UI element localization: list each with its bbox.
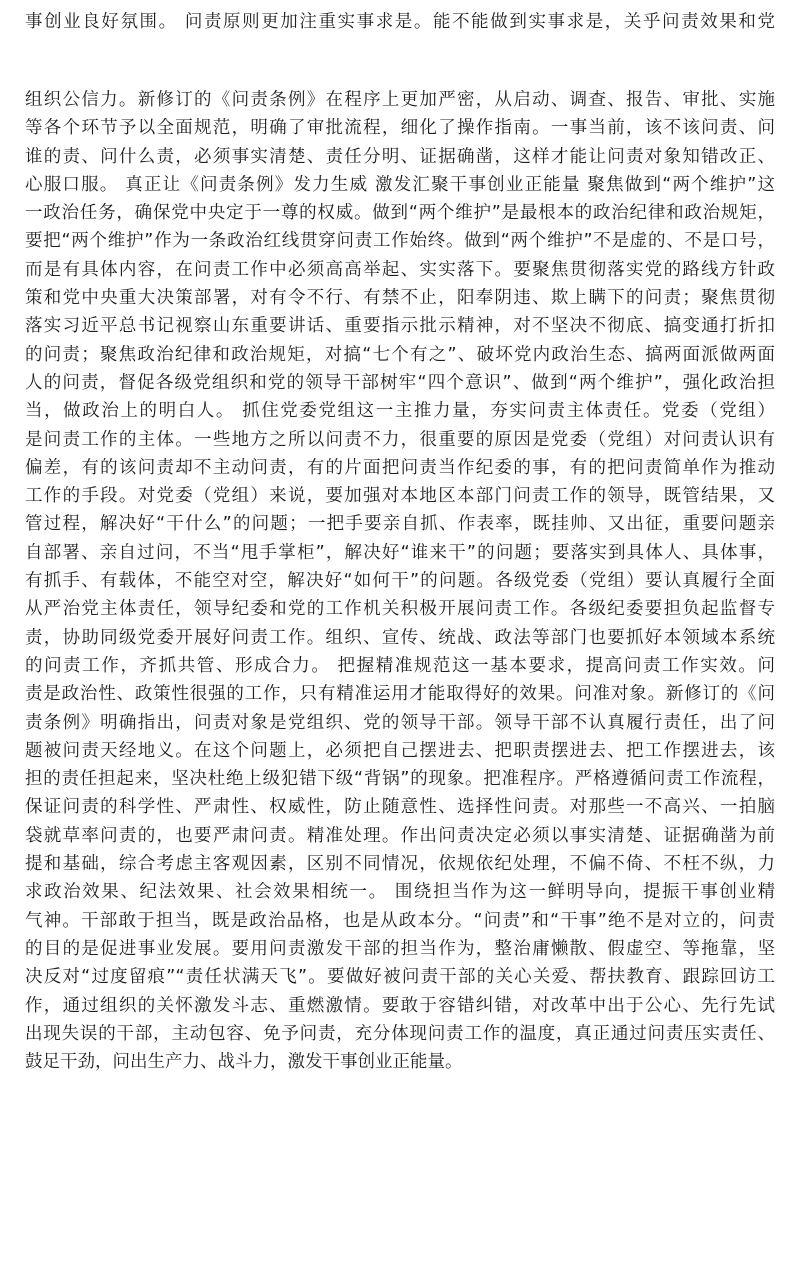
text-line: 当，做政治上的明白人。 抓住党委党组这一主推力量，夯实问责主体责任。党委（党组） xyxy=(25,401,775,422)
text-line: 气神。干部敢于担当，既是政治品格，也是从政本分。“问责”和“干事”绝不是对立的，问责 xyxy=(25,910,775,931)
text-line: 的问责工作，齐抓共管、形成合力。 把握精准规范这一基本要求，提高问责工作实效。问 xyxy=(25,655,775,676)
text-line: 求政治效果、纪法效果、社会效果相统一。 围绕担当作为这一鲜明导向，提振干事创业精 xyxy=(25,882,775,903)
text-line: 组织公信力。新修订的《问责条例》在程序上更加严密，从启动、调查、报告、审批、实施 xyxy=(25,90,775,110)
text-line: 有抓手、有载体，不能空对空，解决好“如何干”的问题。各级党委（党组）要认真履行全面 xyxy=(25,571,775,592)
text-line: 策和党中央重大决策部署，对有令不行、有禁不止，阳奉阴违、欺上瞒下的问责；聚焦贯彻 xyxy=(25,288,775,309)
text-line: 管过程，解决好“干什么”的问题；一把手要亲自抓、作表率，既挂帅、又出征，重要问题亲 xyxy=(25,514,775,535)
text-line: 袋就草率问责的，也要严肃问责。精准处理。作出问责决定必须以事实清楚、证据确凿为前 xyxy=(25,825,775,846)
text-line: 的目的是促进事业发展。要用问责激发干部的担当作为，整治庸懒散、假虚空、等拖靠，坚 xyxy=(25,938,775,959)
text-line: 出现失误的干部，主动包容、免予问责，充分体现问责工作的温度，真正通过问责压实责任、 xyxy=(25,1023,775,1044)
text-line: 的问责；聚焦政治纪律和政治规矩，对搞“七个有之”、破坏党内政治生态、搞两面派做两面 xyxy=(25,344,775,365)
text-line: 题被问责天经地义。在这个问题上，必须把自己摆进去、把职责摆进去、把工作摆进去，该 xyxy=(25,740,775,761)
text-line: 责是政治性、政策性很强的工作，只有精准运用才能取得好的效果。问准对象。新修订的《问 xyxy=(25,684,775,705)
text-line: 心服口服。 真正让《问责条例》发力生威 激发汇聚干事创业正能量 聚焦做到“两个维护”这 xyxy=(25,174,775,195)
text-line: 鼓足干劲，问出生产力、战斗力，激发干事创业正能量。 xyxy=(25,1052,463,1073)
text-line: 偏差，有的该问责却不主动问责，有的片面把问责当作纪委的事，有的把问责简单作为推动 xyxy=(25,457,775,478)
document-text-top xyxy=(25,8,775,36)
text-line: 自部署、亲自过问，不当“甩手掌柜”，解决好“谁来干”的问题；要落实到具体人、具体事， xyxy=(25,542,775,563)
text-line: 落实习近平总书记视察山东重要讲话、重要指示批示精神，对不坚决不彻底、搞变通打折扣 xyxy=(25,316,775,337)
text-line: 保证问责的科学性、严肃性、权威性，防止随意性、选择性问责。对那些一不高兴、一拍脑 xyxy=(25,797,775,818)
text-line: 而是有具体内容，在问责工作中必须高高举起、实实落下。要聚焦贯彻落实党的路线方针政 xyxy=(25,259,775,280)
text-line: 作，通过组织的关怀激发斗志、重燃激情。要敢于容错纠错，对改革中出于公心、先行先试 xyxy=(25,995,775,1016)
text-line: 责，协助同级党委开展好问责工作。组织、宣传、统战、政法等部门也要抓好本领域本系统 xyxy=(25,627,775,648)
text-line: 工作的手段。对党委（党组）来说，要加强对本地区本部门问责工作的领导，既管结果，又 xyxy=(25,486,775,507)
text-line: 责条例》明确指出，问责对象是党组织、党的领导干部。领导干部不认真履行责任，出了问 xyxy=(25,712,775,733)
document-text-body xyxy=(25,86,775,1076)
text-line: 是问责工作的主体。一些地方之所以问责不力，很重要的原因是党委（党组）对问责认识有 xyxy=(25,429,775,450)
text-line: 事创业良好氛围。 问责原则更加注重实事求是。能不能做到实事求是，关乎问责效果和党 xyxy=(25,12,775,32)
text-line: 谁的责、问什么责，必须事实清楚、责任分明、证据确凿，这样才能让问责对象知错改正、 xyxy=(25,146,775,167)
text-line: 要把“两个维护”作为一条政治红线贯穿问责工作始终。做到“两个维护”不是虚的、不是口号， xyxy=(25,231,775,252)
text-line: 从严治党主体责任，领导纪委和党的工作机关积极开展问责工作。各级纪委要担负起监督专 xyxy=(25,599,775,620)
text-line: 人的问责，督促各级党组织和党的领导干部树牢“四个意识”、做到“两个维护”，强化政治担 xyxy=(25,372,775,393)
text-line: 等各个环节予以全面规范，明确了审批流程，细化了操作指南。一事当前，该不该问责、问 xyxy=(25,118,775,139)
text-line: 担的责任担起来，坚决杜绝上级犯错下级“背锅”的现象。把准程序。严格遵循问责工作流程， xyxy=(25,769,775,790)
text-line: 决反对“过度留痕”“责任状满天飞”。要做好被问责干部的关心关爱、帮扶教育、跟踪回访工 xyxy=(25,967,775,988)
text-line: 一政治任务，确保党中央定于一尊的权威。做到“两个维护”是最根本的政治纪律和政治规矩， xyxy=(25,203,775,224)
text-line: 提和基础，综合考虑主客观因素，区别不同情况，依规依纪处理，不偏不倚、不枉不纵，力 xyxy=(25,854,775,875)
